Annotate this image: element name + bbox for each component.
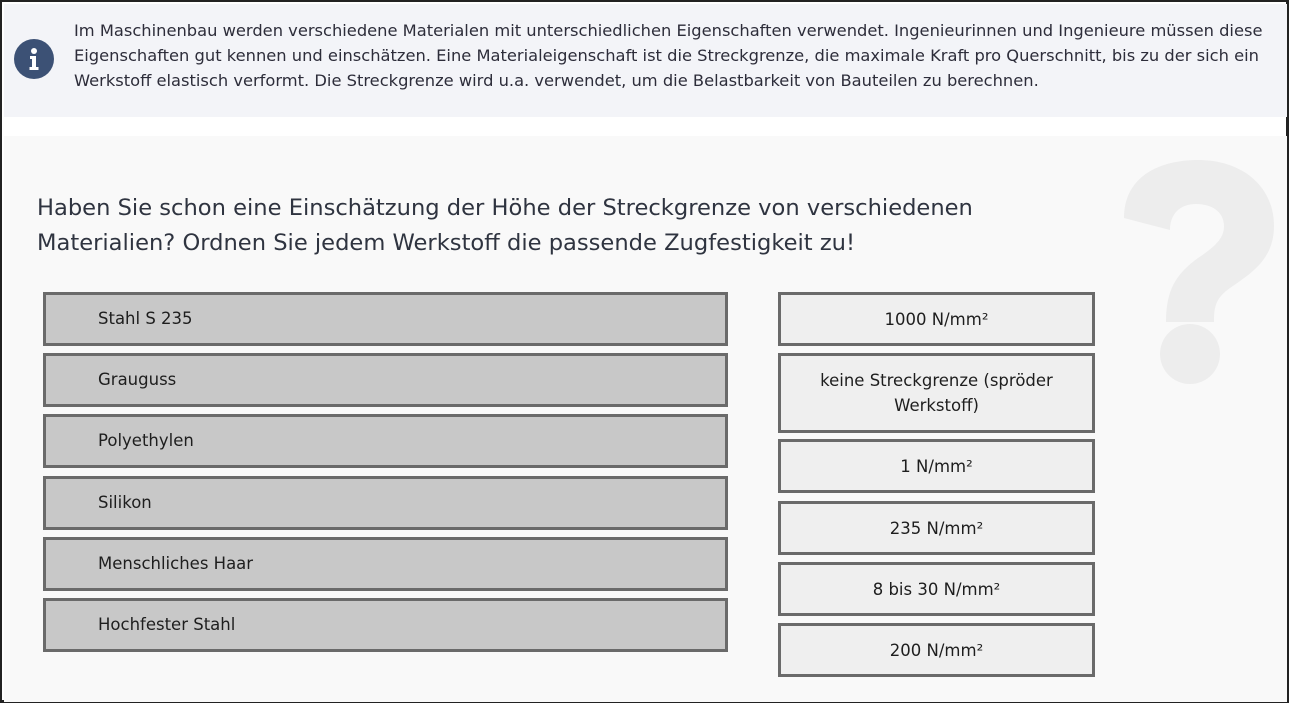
- material-label: Polyethylen: [98, 431, 194, 450]
- value-item-keine-streckgrenze[interactable]: [778, 353, 1095, 433]
- material-label: Stahl S 235: [98, 309, 193, 328]
- material-label: Silikon: [98, 493, 152, 512]
- info-icon: [14, 39, 54, 79]
- value-item-1000[interactable]: [778, 292, 1095, 346]
- material-item-polyethylen[interactable]: [43, 414, 728, 468]
- material-label: Menschliches Haar: [98, 554, 254, 573]
- value-item-1[interactable]: [778, 439, 1095, 493]
- material-label: Hochfester Stahl: [98, 615, 236, 634]
- material-item-silikon[interactable]: [43, 476, 728, 530]
- task-area: [4, 136, 1287, 702]
- value-item-200[interactable]: [778, 623, 1095, 677]
- material-item-grauguss[interactable]: [43, 353, 728, 407]
- material-item-stahl-s235[interactable]: [43, 292, 728, 346]
- material-item-menschliches-haar[interactable]: [43, 537, 728, 591]
- material-label: Grauguss: [98, 370, 177, 389]
- question-mark-icon: [1116, 156, 1281, 395]
- value-label: 1000 N/mm²: [884, 309, 989, 329]
- value-item-235[interactable]: [778, 501, 1095, 555]
- value-label: 1 N/mm²: [900, 456, 973, 476]
- value-label: 200 N/mm²: [889, 640, 984, 660]
- material-item-hochfester-stahl[interactable]: [43, 598, 728, 652]
- value-label: 235 N/mm²: [889, 518, 984, 538]
- info-box: [4, 4, 1287, 117]
- value-label: keine Streckgrenze (spröder Werkstoff): [820, 371, 1053, 415]
- value-label: 8 bis 30 N/mm²: [872, 579, 1001, 599]
- value-item-8-bis-30[interactable]: [778, 562, 1095, 616]
- question-text: Haben Sie schon eine Einschätzung der Höhe der Streckgrenze von verschiedenen Materialien? Ordnen Sie jedem Werkstoff die passende Zugfestigkeit zu!: [37, 195, 973, 256]
- info-text: Im Maschinenbau werden verschiedene Materialen mit unterschiedlichen Eigenschaften verwendet. Ingenieurinnen und Ingenieure müssen diese Eigenschaften gut kennen und einschätzen. Eine Materialeigenschaft ist die Streckgrenze, die maximale Kraft pro Querschnitt, bis zu der sich ein Werkstoff elastisch verformt. Die Streckgrenze wird u.a. verwendet, um die Belastbarkeit von Bauteilen zu berechnen.: [74, 21, 1263, 90]
